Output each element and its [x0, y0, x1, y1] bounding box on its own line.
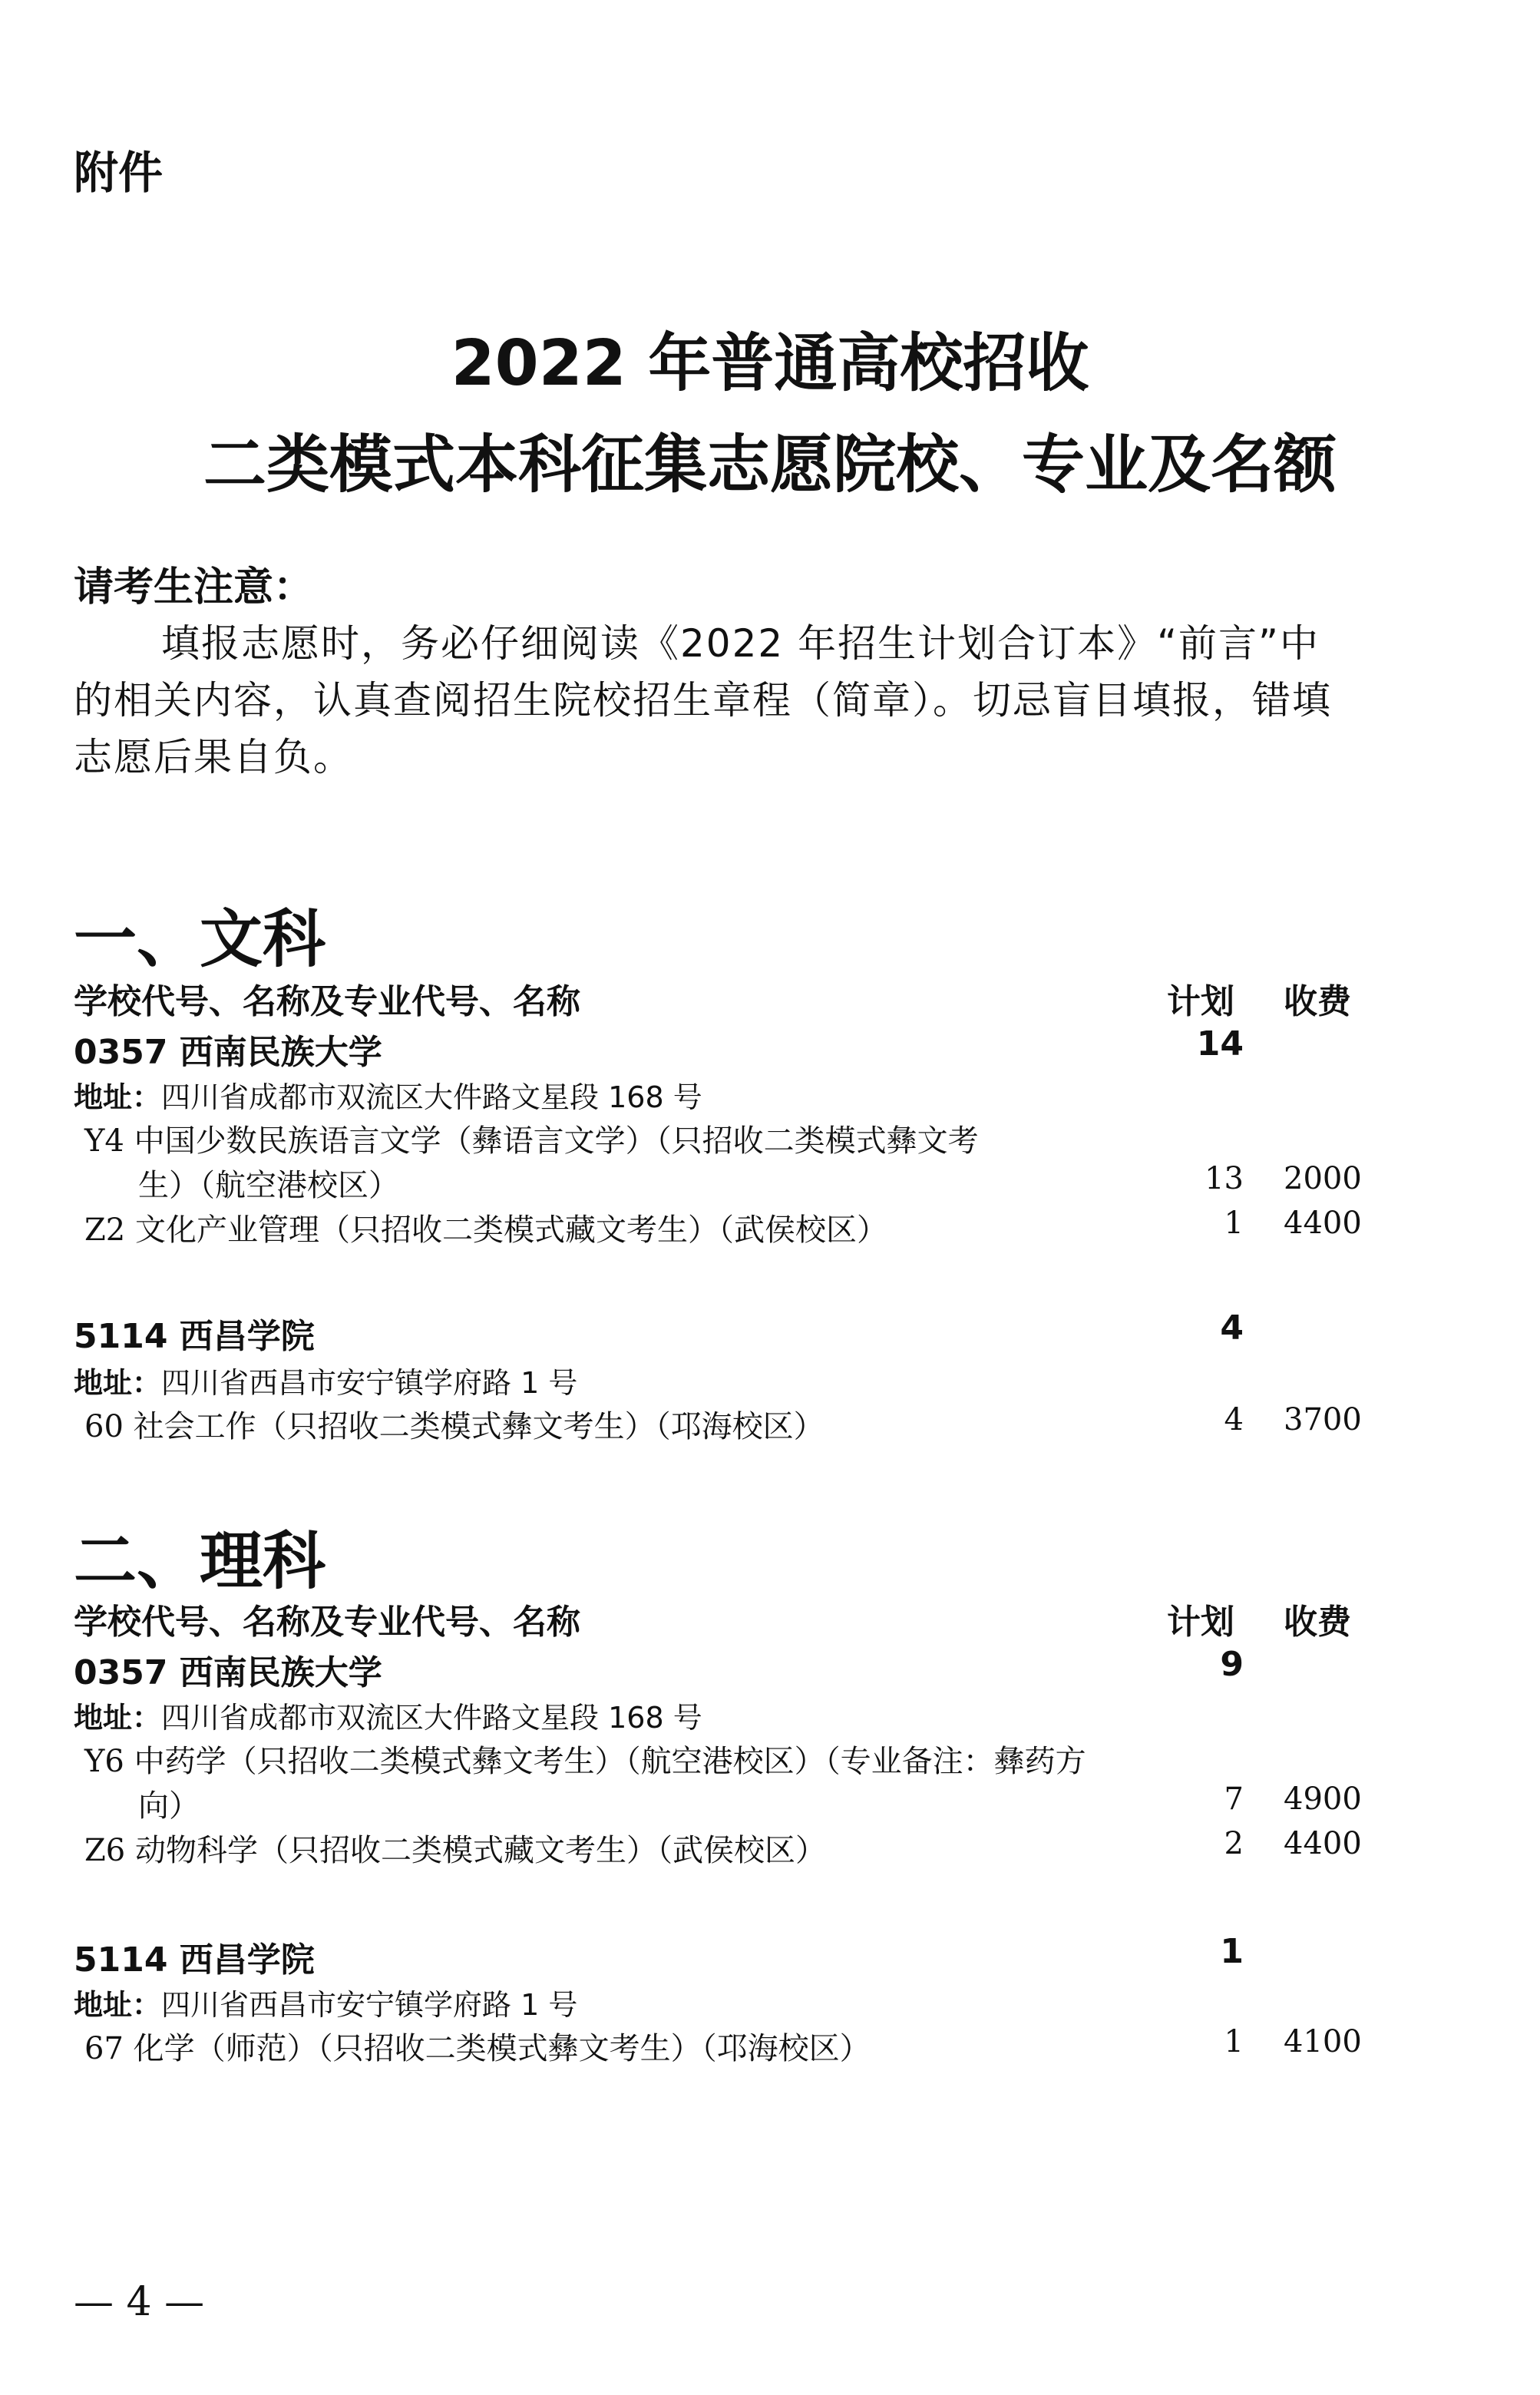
address-text: 四川省西昌市安宁镇学府路 1 号 [161, 1988, 578, 2022]
address-label: 地址： [74, 1366, 162, 1400]
school-address [74, 1694, 702, 1736]
table-header-name: 学校代号、名称及专业代号、名称 [74, 982, 580, 1021]
address-text: 四川省成都市双流区大件路文星段 168 号 [161, 1701, 702, 1735]
major-line: Y6 中药学（只招收二类模式彝文考生）（航空港校区）（专业备注：彝药方 [84, 1744, 1086, 1779]
table-header-plan: 计划 [1167, 1603, 1234, 1642]
page-title-line-2: 二类模式本科征集志愿院校、专业及名额 [203, 428, 1337, 501]
major-plan: 7 [1224, 1781, 1244, 1817]
major-line: Y4 中国少数民族语言文学（彝语言文学）（只招收二类模式彝文考 [84, 1123, 979, 1159]
major-line: 67 化学（师范）（只招收二类模式彝文考生）（邛海校区） [84, 2031, 871, 2066]
address-text: 四川省成都市双流区大件路文星段 168 号 [161, 1080, 702, 1114]
school-name: 0357 西南民族大学 [74, 1653, 382, 1692]
major-plan: 1 [1224, 2024, 1244, 2059]
school-plan: 9 [1220, 1645, 1244, 1684]
major-fee: 4100 [1284, 2024, 1362, 2059]
major-line-cont: 向） [138, 1788, 200, 1824]
major-line: Z2 文化产业管理（只招收二类模式藏文考生）（武侯校区） [84, 1212, 887, 1248]
address-label: 地址： [74, 1988, 162, 2022]
school-address [74, 1359, 577, 1401]
address-label: 地址： [74, 1080, 162, 1114]
attachment-label: 附件 [74, 147, 164, 199]
major-plan: 2 [1224, 1826, 1244, 1861]
school-address [74, 1073, 702, 1116]
section-title-arts: 一、文科 [74, 903, 326, 976]
major-plan: 13 [1205, 1161, 1244, 1196]
address-label: 地址： [74, 1701, 162, 1735]
page-number: — 4 — [74, 2279, 205, 2325]
notice-heading: 请考生注意： [74, 564, 314, 610]
notice-line-1: 填报志愿时，务必仔细阅读《2022 年招生计划合订本》“前言”中 [161, 621, 1320, 666]
school-address [74, 1981, 577, 2023]
major-fee: 4900 [1284, 1781, 1362, 1817]
notice-line-3: 志愿后果自负。 [74, 735, 353, 779]
major-fee: 3700 [1284, 1402, 1362, 1437]
school-name: 0357 西南民族大学 [74, 1033, 382, 1072]
page-title-line-1: 2022 年普通高校招收 [451, 327, 1089, 400]
address-text: 四川省西昌市安宁镇学府路 1 号 [161, 1366, 578, 1400]
school-name: 5114 西昌学院 [74, 1940, 315, 1980]
school-plan: 4 [1220, 1308, 1244, 1348]
notice-line-2: 的相关内容，认真查阅招生院校招生章程（简章）。切忌盲目填报，错填 [74, 678, 1332, 723]
major-fee: 4400 [1284, 1206, 1362, 1241]
major-line: Z6 动物科学（只招收二类模式藏文考生）（武侯校区） [84, 1833, 826, 1868]
school-plan: 14 [1196, 1024, 1244, 1064]
table-header-plan: 计划 [1167, 982, 1234, 1021]
major-plan: 4 [1224, 1402, 1244, 1437]
major-plan: 1 [1224, 1206, 1244, 1241]
school-name: 5114 西昌学院 [74, 1317, 315, 1356]
table-header-fee: 收费 [1284, 982, 1351, 1021]
table-header-name: 学校代号、名称及专业代号、名称 [74, 1603, 580, 1642]
school-plan: 1 [1220, 1932, 1244, 1971]
major-line-cont: 生）（航空港校区） [138, 1168, 399, 1203]
major-fee: 4400 [1284, 1826, 1362, 1861]
major-line: 60 社会工作（只招收二类模式彝文考生）（邛海校区） [84, 1409, 825, 1444]
section-title-science: 二、理科 [74, 1525, 326, 1598]
table-header-fee: 收费 [1284, 1603, 1351, 1642]
major-fee: 2000 [1284, 1161, 1362, 1196]
